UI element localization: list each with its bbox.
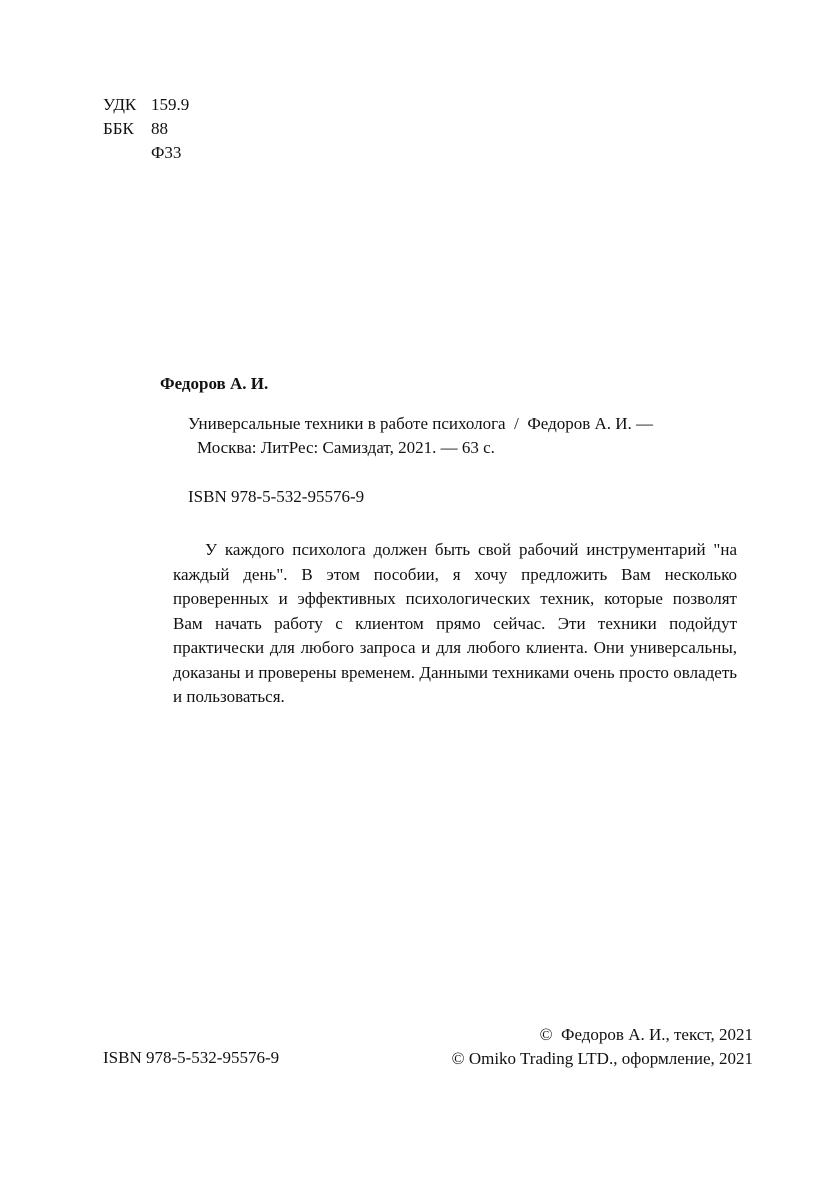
annotation-paragraph: У каждого психолога должен быть свой рабочий инструментарий "на каждый день". В этом пособии, я хочу предложить Вам несколько проверенных и эффективных психологических техник, которые позволят Вам начать работу с клиентом прямо сейчас. Эти техники подойдут практически для любого запроса и для любого клиента. Они универсальны, доказаны и проверены временем. Данными техниками очень просто овладеть и пользоваться. xyxy=(173,540,737,706)
classification-block xyxy=(103,93,189,165)
udk-row xyxy=(103,93,189,117)
bbk-value: 88 xyxy=(151,119,168,138)
author-mark-value: Ф33 xyxy=(151,143,182,162)
bbk-row xyxy=(103,117,189,141)
author-mark-label xyxy=(103,141,151,165)
bibliographic-line-1: Универсальные техники в работе психолога / Федоров А. И. — xyxy=(188,414,654,433)
author-heading: Федоров А. И. xyxy=(160,374,269,393)
isbn: ISBN 978-5-532-95576-9 xyxy=(188,487,365,506)
copyright-block xyxy=(452,1023,753,1071)
copyright-design: © Omiko Trading LTD., оформление, 2021 xyxy=(451,1049,753,1068)
udk-value: 159.9 xyxy=(151,95,190,114)
footer-isbn: ISBN 978-5-532-95576-9 xyxy=(103,1048,280,1067)
bibliographic-line-2: Москва: ЛитРес: Самиздат, 2021. — 63 с. xyxy=(197,438,495,457)
copyright-author: © Федоров А. И., текст, 2021 xyxy=(539,1025,753,1044)
bbk-label: ББК xyxy=(103,119,134,138)
udk-label: УДК xyxy=(103,95,137,114)
author-mark-row xyxy=(103,141,189,165)
